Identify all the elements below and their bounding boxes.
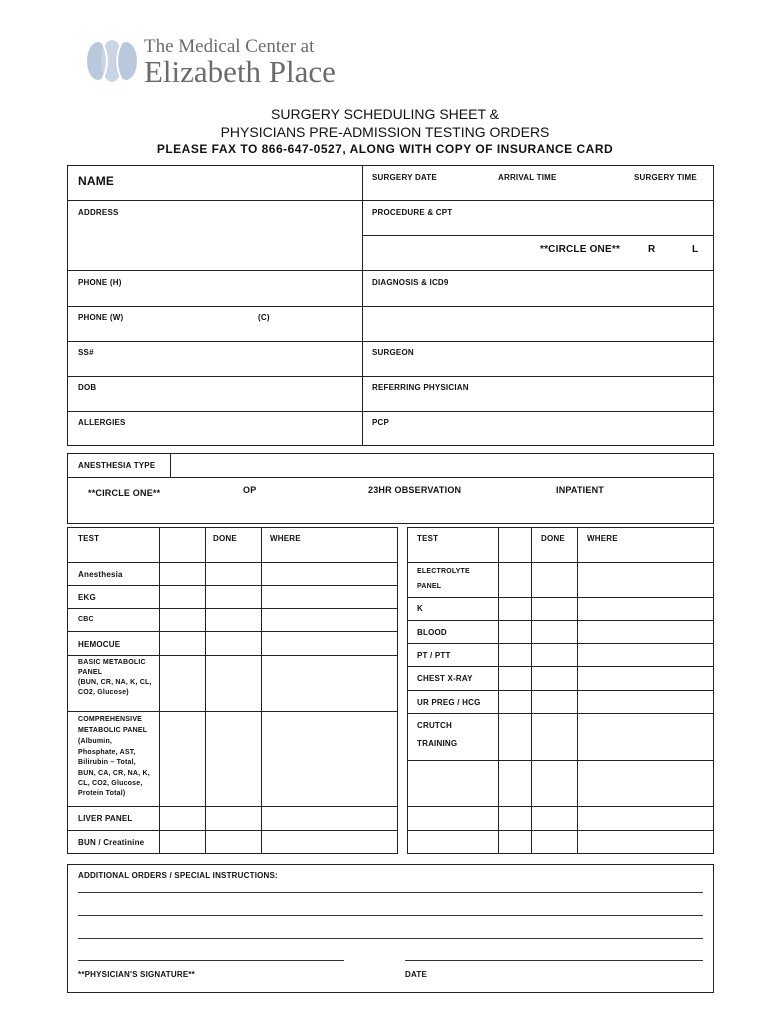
physician-signature-label: **PHYSICIAN'S SIGNATURE** — [78, 970, 195, 979]
test-crutch-2: TRAINING — [417, 739, 458, 748]
surgery-date-label: SURGERY DATE — [372, 173, 437, 182]
side-left-option[interactable]: L — [692, 244, 699, 255]
name-label: NAME — [78, 174, 115, 188]
test-k: K — [417, 604, 423, 613]
test-cbc: CBC — [78, 616, 94, 623]
logo-line2: Elizabeth Place — [144, 54, 336, 89]
test-bun-creatinine: BUN / Creatinine — [78, 838, 145, 847]
observation-option[interactable]: 23HR OBSERVATION — [368, 485, 462, 495]
diagnosis-label: DIAGNOSIS & ICD9 — [372, 278, 449, 287]
left-test-header: TEST — [78, 534, 100, 543]
test-bmp-4: CO2, Glucose) — [78, 689, 129, 696]
instructions-line-3[interactable] — [78, 938, 703, 939]
test-anesthesia: Anesthesia — [78, 570, 123, 579]
logo — [84, 36, 354, 88]
test-ur-preg: UR PREG / HCG — [417, 698, 481, 707]
procedure-label: PROCEDURE & CPT — [372, 208, 453, 217]
surgeon-label: SURGEON — [372, 348, 414, 357]
side-right-option[interactable]: R — [648, 244, 656, 255]
right-where-header: WHERE — [587, 534, 618, 543]
right-test-header: TEST — [417, 534, 439, 543]
additional-orders-label: ADDITIONAL ORDERS / SPECIAL INSTRUCTIONS: — [78, 871, 278, 880]
test-cmp-1: COMPREHENSIVE — [78, 716, 143, 723]
op-option[interactable]: OP — [243, 485, 257, 495]
test-blood: BLOOD — [417, 628, 447, 637]
test-crutch-1: CRUTCH — [417, 721, 452, 730]
test-cmp-4: Phosphate, AST, — [78, 749, 136, 756]
phone-work-label: PHONE (W) — [78, 313, 124, 322]
test-ekg: EKG — [78, 593, 96, 602]
test-chest-xray: CHEST X-RAY — [417, 674, 473, 683]
instructions-line-1[interactable] — [78, 892, 703, 893]
test-electrolyte-1: ELECTROLYTE — [417, 568, 470, 575]
instructions-line-2[interactable] — [78, 915, 703, 916]
test-cmp-3: (Albumin, — [78, 738, 113, 745]
anesthesia-type-label: ANESTHESIA TYPE — [78, 461, 156, 470]
date-line[interactable] — [405, 960, 703, 961]
test-cmp-7: CL, CO2, Glucose, — [78, 780, 143, 787]
test-bmp-1: BASIC METABOLIC — [78, 659, 146, 666]
right-done-header: DONE — [541, 534, 565, 543]
test-liver-panel: LIVER PANEL — [78, 814, 133, 823]
anesthesia-circle-one-label: **CIRCLE ONE** — [88, 488, 161, 498]
test-cmp-8: Protein Total) — [78, 790, 126, 797]
test-bmp-3: (BUN, CR, NA, K, CL, — [78, 679, 152, 686]
pcp-label: PCP — [372, 418, 390, 427]
referring-physician-label: REFERRING PHYSICIAN — [372, 383, 469, 392]
left-done-header: DONE — [213, 534, 237, 543]
heading-line1: SURGERY SCHEDULING SHEET & — [271, 106, 499, 122]
date-label: DATE — [405, 970, 427, 979]
test-cmp-2: METABOLIC PANEL — [78, 727, 148, 734]
left-where-header: WHERE — [270, 534, 301, 543]
ss-label: SS# — [78, 348, 94, 357]
signature-line[interactable] — [78, 960, 344, 961]
heading-line3: PLEASE FAX TO 866-647-0527, ALONG WITH COPY OF INSURANCE CARD — [156, 142, 614, 156]
test-electrolyte-2: PANEL — [417, 583, 442, 590]
heading-line2: PHYSICIANS PRE-ADMISSION TESTING ORDERS — [220, 124, 550, 140]
allergies-label: ALLERGIES — [78, 418, 126, 427]
surgery-time-label: SURGERY TIME — [634, 173, 697, 182]
logo-mark-icon — [84, 36, 140, 86]
dob-label: DOB — [78, 383, 97, 392]
test-cmp-6: BUN, CA, CR, NA, K, — [78, 770, 150, 777]
test-hemocue: HEMOCUE — [78, 640, 121, 649]
arrival-time-label: ARRIVAL TIME — [498, 173, 557, 182]
phone-cell-label: (C) — [258, 313, 270, 322]
inpatient-option[interactable]: INPATIENT — [556, 485, 604, 495]
address-label: ADDRESS — [78, 208, 119, 217]
test-pt-ptt: PT / PTT — [417, 651, 451, 660]
circle-one-side-label: **CIRCLE ONE** — [540, 244, 621, 255]
test-cmp-5: Bilirubin – Total, — [78, 759, 136, 766]
logo-line1: The Medical Center at — [144, 36, 315, 57]
test-bmp-2: PANEL — [78, 669, 103, 676]
phone-home-label: PHONE (H) — [78, 278, 122, 287]
